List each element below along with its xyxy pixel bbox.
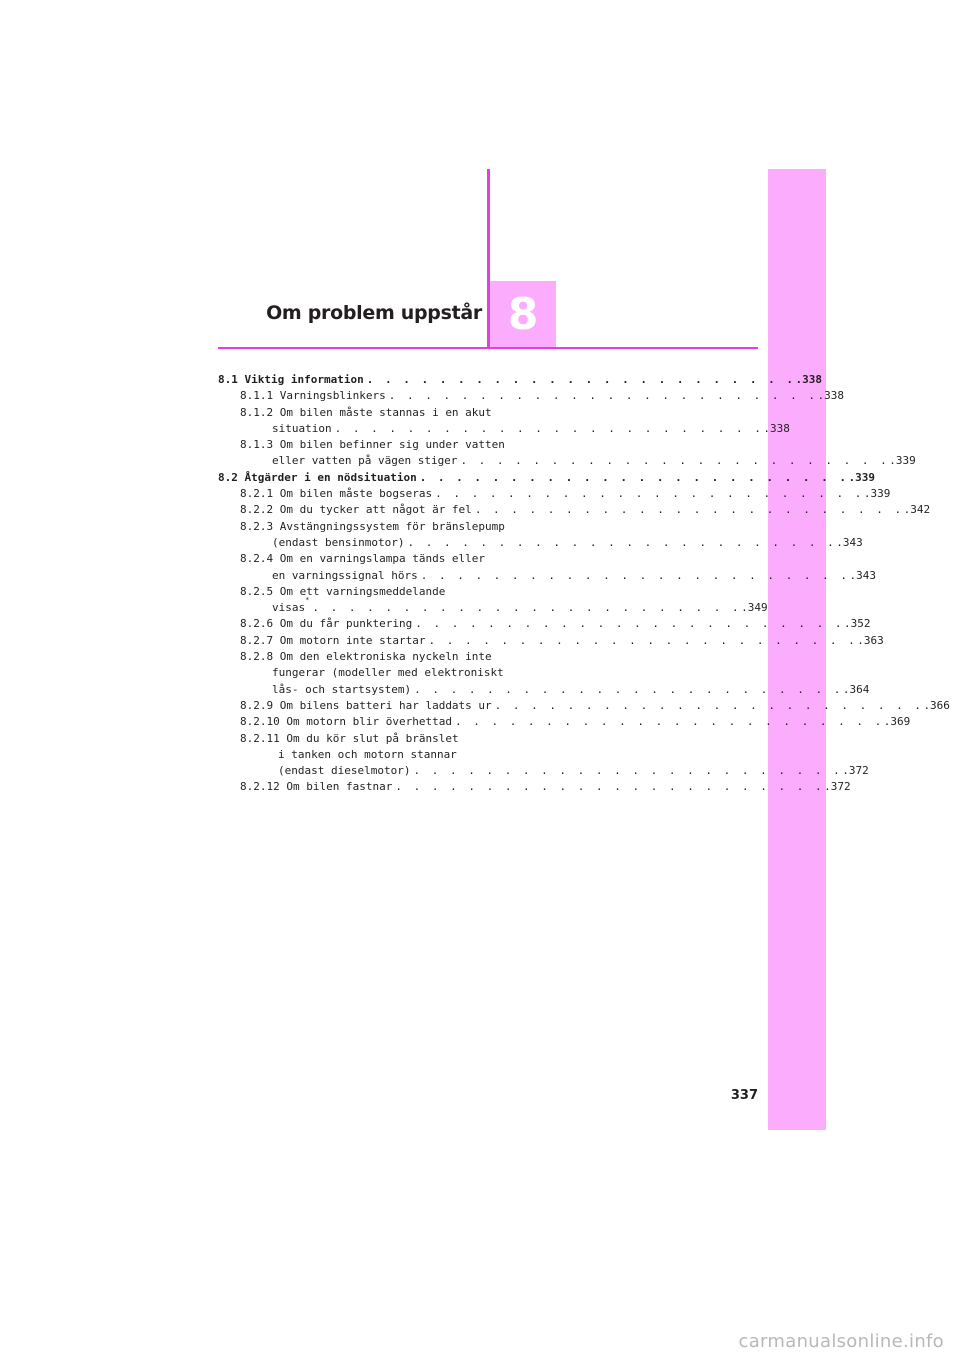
toc-title-line-2: i tanken och motorn stannar: [278, 747, 457, 761]
toc-page: .372: [842, 764, 869, 778]
leader-dots: . . . . . . . . . . . . . . . . . . . . . . . .: [419, 470, 849, 484]
toc-title-line-1: Om bilen måste stannas i en akut: [279, 405, 492, 419]
toc-title-line-1: Om den elektroniska nyckeln inte: [279, 650, 492, 664]
toc-page: .339: [863, 487, 891, 501]
leader-dots: . . . . . . . . . . . . . . . . . . . . . . . .: [415, 617, 844, 631]
table-of-contents: [218, 372, 950, 796]
toc-entry-8-1-3[interactable]: [218, 437, 916, 470]
toc-entry-8-2[interactable]: [218, 470, 875, 486]
toc-title-line-2: fungerar (modeller med elektroniskt: [272, 666, 504, 680]
toc-title: Åtgärder i en nödsituation: [244, 470, 417, 484]
toc-number: 8.1: [218, 373, 238, 386]
toc-title-line-1: Avstängningssystem för bränslepump: [279, 519, 505, 533]
toc-title: Om bilen fastnar: [286, 780, 393, 794]
toc-number: 8.1.3: [240, 438, 274, 452]
toc-title-line-2: (endast bensinmotor): [272, 535, 405, 549]
leader-dots: . . . . . . . . . . . . . . . . . . . . . . . .: [414, 682, 843, 696]
leader-dots: . . . . . . . . . . . . . . . . . . . . . . . .: [395, 780, 825, 794]
leader-dots: . . . . . . . . . . . . . . . . . . . . . . . .: [366, 373, 796, 386]
toc-page: .349: [741, 601, 768, 615]
leader-dots: . . . . . . . . . . . . . . . . . . . . . . . .: [420, 568, 850, 582]
toc-page: .338: [817, 389, 844, 403]
toc-title: Om motorn blir överhettad: [286, 715, 452, 729]
toc-number: 8.2.1: [240, 487, 274, 501]
toc-entry-8-2-8[interactable]: [218, 649, 870, 698]
toc-number: 8.2: [218, 470, 238, 484]
toc-page: .363: [857, 633, 884, 647]
watermark: carmanualsonline.info: [738, 1331, 944, 1352]
leader-dots: . . . . . . . . . . . . . . . . . . . . . . . .: [435, 487, 864, 501]
toc-title: Varningsblinkers: [279, 389, 386, 403]
leader-dots: . . . . . . . . . . . . . . . . . . . . . . . .: [454, 715, 884, 729]
chapter-title: Om problem uppstår: [266, 302, 482, 324]
toc-number: 8.2.11: [240, 731, 280, 745]
toc-number: 8.2.12: [240, 780, 280, 794]
toc-title: Om du får punktering: [279, 617, 413, 631]
toc-title-line-3: (endast dieselmotor): [278, 764, 411, 778]
toc-number: 8.2.6: [240, 617, 274, 631]
toc-entry-8-1[interactable]: [218, 372, 822, 388]
toc-number: 8.2.4: [240, 552, 274, 566]
toc-number: 8.1.1: [240, 389, 274, 403]
chapter-number-box: [490, 281, 556, 347]
toc-entry-8-2-9[interactable]: [218, 698, 950, 714]
toc-entry-8-2-6[interactable]: [218, 616, 871, 632]
leader-dots: . . . . . . . . . . . . . . . . . . . . . . . .: [460, 454, 890, 468]
toc-title: Viktig information: [244, 373, 364, 386]
chapter-number: 8: [507, 288, 539, 340]
toc-title-line-2: situation: [272, 421, 332, 435]
toc-page: .343: [836, 535, 863, 549]
toc-title-line-3: lås- och startsystem): [272, 682, 412, 696]
toc-title-line-1: Om du kör slut på bränslet: [286, 731, 459, 745]
toc-entry-8-1-1[interactable]: [218, 388, 844, 404]
toc-page: .369: [883, 715, 911, 729]
toc-number: 8.2.9: [240, 698, 274, 712]
toc-title-line-1: Om ett varningsmeddelande: [279, 584, 446, 598]
toc-number: 8.2.3: [240, 519, 274, 533]
toc-title: Om motorn inte startar: [279, 633, 426, 647]
toc-number: 8.2.7: [240, 633, 274, 647]
chapter-side-tab: [768, 169, 826, 1130]
toc-entry-8-2-11[interactable]: [218, 731, 869, 780]
toc-entry-8-2-7[interactable]: [218, 633, 884, 649]
toc-page: .343: [849, 568, 876, 582]
toc-number: 8.2.2: [240, 503, 274, 517]
toc-number: 8.1.2: [240, 405, 274, 419]
toc-number: 8.2.10: [240, 715, 280, 729]
toc-page: .338: [795, 373, 822, 386]
toc-page: .339: [889, 454, 916, 468]
toc-page: .352: [843, 617, 871, 631]
toc-page: .372: [824, 780, 851, 794]
toc-title: Om bilen måste bogseras: [279, 487, 433, 501]
footnote-mark: *: [305, 596, 310, 605]
toc-number: 8.2.5: [240, 584, 274, 598]
leader-dots: . . . . . . . . . . . . . . . . . . . . . . . .: [407, 535, 837, 549]
toc-entry-8-2-3[interactable]: [218, 519, 863, 552]
toc-page: .366: [923, 698, 950, 712]
toc-entry-8-2-5[interactable]: [218, 584, 768, 617]
page-number: 337: [730, 1088, 758, 1103]
leader-dots: . . . . . . . . . . . . . . . . . . . . . . . .: [474, 503, 904, 517]
leader-dots: . . . . . . . . . . . . . . . . . . . . . . . .: [413, 764, 843, 778]
toc-title-line-2: visas: [272, 601, 306, 615]
toc-title-line-1: Om bilen befinner sig under vatten: [279, 438, 505, 452]
toc-entry-8-2-10[interactable]: [218, 714, 911, 730]
toc-title-line-2: en varningssignal hörs: [272, 568, 418, 582]
leader-dots: . . . . . . . . . . . . . . . . . . . . . . . .: [388, 389, 818, 403]
toc-page: .342: [903, 503, 931, 517]
toc-number: 8.2.8: [240, 650, 274, 664]
toc-page: .338: [763, 421, 790, 435]
leader-dots: . . . . . . . . . . . . . . . . . . . . . . . .: [334, 421, 764, 435]
toc-title: Om bilens batteri har laddats ur: [279, 698, 492, 712]
toc-entry-8-2-12[interactable]: [218, 779, 851, 795]
toc-page: .364: [842, 682, 870, 696]
toc-entry-8-1-2[interactable]: [218, 405, 790, 438]
leader-dots: . . . . . . . . . . . . . . . . . . . . . . . .: [312, 601, 742, 615]
toc-title-line-2: eller vatten på vägen stiger: [272, 454, 458, 468]
toc-entry-8-2-4[interactable]: [218, 551, 876, 584]
toc-title: Om du tycker att något är fel: [279, 503, 472, 517]
leader-dots: . . . . . . . . . . . . . . . . . . . . . . . .: [428, 633, 858, 647]
leader-dots: . . . . . . . . . . . . . . . . . . . . . . . .: [494, 698, 924, 712]
toc-title-line-1: Om en varningslampa tänds eller: [279, 552, 486, 566]
header-horizontal-rule: [218, 347, 758, 349]
toc-entry-8-2-2[interactable]: [218, 502, 931, 518]
toc-page: .339: [848, 470, 875, 484]
toc-entry-8-2-1[interactable]: [218, 486, 891, 502]
